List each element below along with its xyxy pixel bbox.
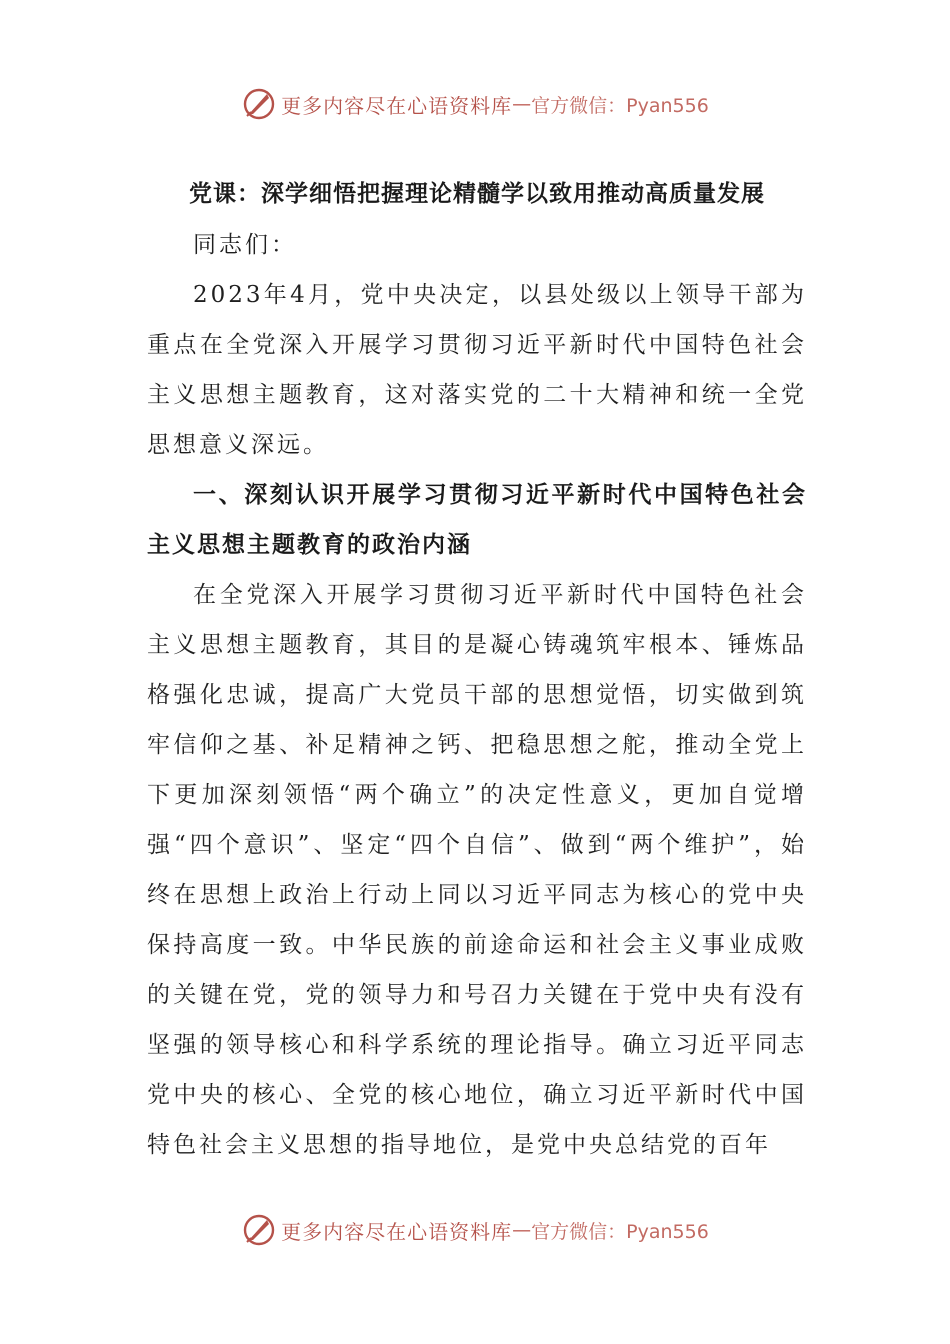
banner-text: 更多内容尽在心语资料库: [281, 1219, 513, 1244]
banner-wechat: 官方微信：Pyan556: [531, 94, 709, 117]
banner-dash: —: [512, 93, 532, 115]
quill-logo-icon: [241, 1212, 277, 1248]
paragraph-2: 在全党深入开展学习贯彻习近平新时代中国特色社会主义思想主题教育，其目的是凝心铸魂筑牢根本、锤炼品格强化忠诚，提高广大党员干部的思想觉悟，切实做到筑牢信仰之基、补足精神之钙、把稳思想之舵，推动全党上下更加深刻领悟“两个确立”的决定性意义，更加自觉增强“四个意识”、坚定“四个自信”、做到“两个维护”，始终在思想上政治上行动上同以习近平同志为核心的党中央保持高度一致。中华民族的前途命运和社会主义事业成败的关键在党，党的领导力和号召力关键在于党中央有没有坚强的领导核心和科学系统的理论指导。确立习近平同志党中央的核心、全党的核心地位，确立习近平新时代中国特色社会主义思想的指导地位，是党中央总结党的百年: [147, 582, 807, 1158]
paragraph-1: 2023年4月，党中央决定，以县处级以上领导干部为重点在全党深入开展学习贯彻习近平新时代中国特色社会主义思想主题教育，这对落实党的二十大精神和统一全党思想意义深远。: [147, 282, 807, 458]
document-title: 党课：深学细悟把握理论精髓学以致用推动高质量发展: [189, 181, 765, 207]
document-body: [147, 168, 807, 1170]
section-1-heading: 一、深刻认识开展学习贯彻习近平新时代中国特色社会主义思想主题教育的政治内涵: [147, 482, 807, 558]
banner-text: 更多内容尽在心语资料库: [281, 93, 513, 118]
header-banner: [0, 82, 950, 126]
quill-logo-icon: [241, 86, 277, 122]
footer-banner: [0, 1208, 950, 1252]
banner-dash: —: [512, 1219, 532, 1241]
banner-wechat: 官方微信：Pyan556: [531, 1220, 709, 1243]
salutation: 同志们：: [193, 232, 297, 258]
